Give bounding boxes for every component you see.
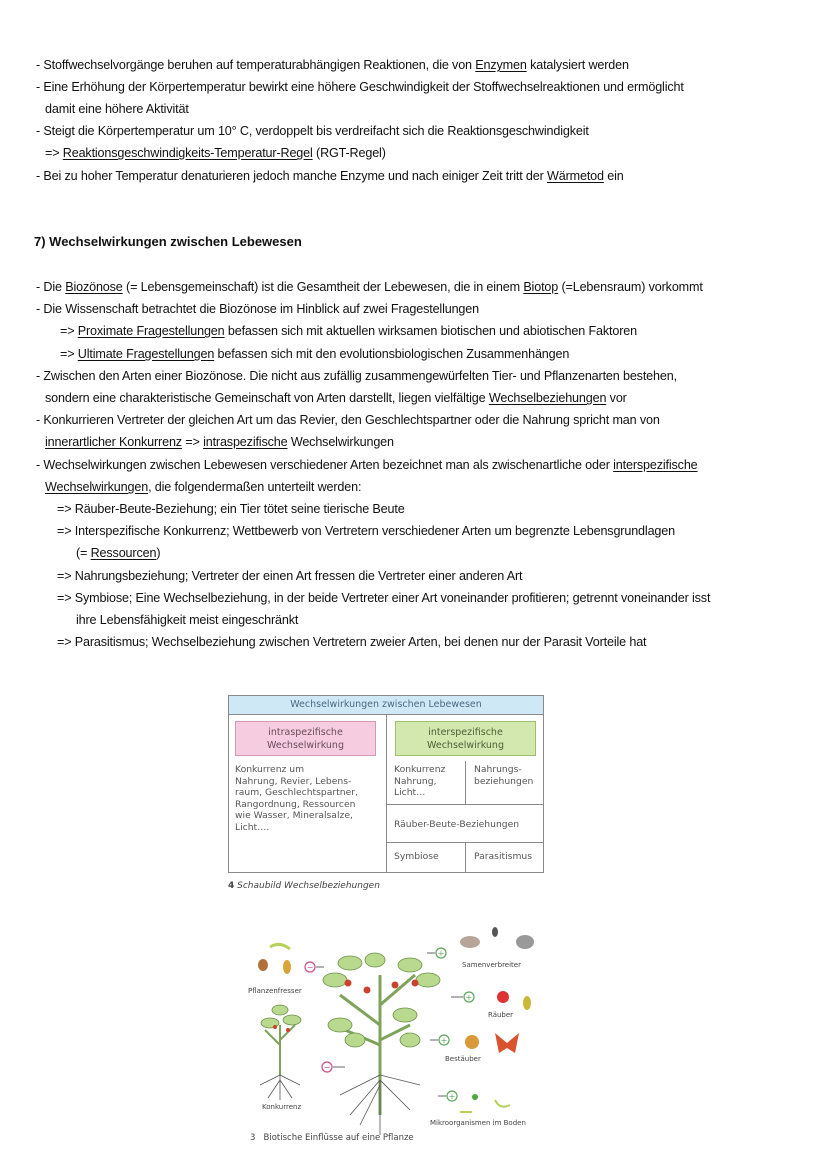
text-segment: => [60,324,78,338]
cell-raeuber: Räuber-Beute-Beziehungen [394,819,520,830]
label-samenverbreiter: Samenverbreiter [462,961,521,969]
svg-text:−: − [306,963,314,972]
text-segment: katalysiert werden [526,58,629,72]
underlined-term: Biotop [523,280,559,294]
plant-figure [240,915,550,1150]
text-line [57,590,710,606]
text-segment: - Konkurrieren Vertreter der gleichen Art um das Revier, den Geschlechtspartner oder die Nahrung spricht man von [36,413,660,427]
text-line [76,545,160,561]
underlined-term: Enzymen [475,58,527,72]
cell-parasitismus: Parasitismus [474,851,533,862]
text-segment: vor [606,391,627,405]
svg-text:−: − [323,1063,331,1072]
text-segment: => [45,146,63,160]
text-segment: - Bei zu hoher Temperatur denaturieren jedoch manche Enzyme und nach einiger Zeit tritt der [36,169,547,183]
text-segment: sondern eine charakteristische Gemeinschaft von Arten darstellt, liegen vielfältige [45,391,489,405]
text-line [36,57,629,73]
text-line [36,168,624,184]
text-line [57,568,522,584]
label-bestaeuber: Bestäuber [445,1055,481,1063]
text-segment: ein [603,169,624,183]
text-line [36,301,479,317]
text-line [60,323,637,339]
label-mikroorganismen: Mikroorganismen im Boden [430,1119,526,1127]
svg-text:+: + [465,993,473,1002]
diagram-title: Wechselwirkungen zwischen Lebewesen [229,696,543,715]
text-segment: - Wechselwirkungen zwischen Lebewesen verschiedener Arten bezeichnet man als zwischenartliche oder [36,458,614,472]
text-line [57,523,675,539]
underlined-term: Proximate Fragestellungen [77,324,225,338]
svg-text:+: + [437,949,445,958]
text-segment: => Symbiose; Eine Wechselbeziehung, in der beide Vertreter einer Art voneinander profitieren; getrennt voneinander isst [57,591,711,605]
cell-symbiose: Symbiose [394,851,439,862]
divider [386,804,543,805]
intraspecific-box: intraspezifische Wechselwirkung [235,721,376,756]
cell-konkurrenz: Konkurrenz Nahrung, Licht… [394,764,446,798]
text-segment: ihre Lebensfähigkeit meist eingeschränkt [76,613,299,627]
text-segment: => [60,347,78,361]
underlined-term: Wechselbeziehungen [488,391,607,405]
text-segment: => [181,435,204,449]
interspecific-box: interspezifische Wechselwirkung [395,721,536,756]
text-line [36,123,589,139]
underlined-term: interspezifische [613,458,698,472]
underlined-term: innerartlicher Konkurrenz [45,435,182,449]
svg-text:+: + [440,1036,448,1045]
text-line [45,390,627,406]
text-line [45,434,394,450]
text-segment: => Parasitismus; Wechselbeziehung zwischen Vertretern zweier Arten, bei denen nur der Parasit Vorteile hat [57,635,647,649]
text-segment: Wechselwirkungen [287,435,394,449]
text-line [36,279,703,295]
text-line [45,101,189,117]
underlined-term: Wärmetod [547,169,604,183]
text-line [36,368,677,384]
text-segment: => Räuber-Beute-Beziehung; ein Tier tötet seine tierische Beute [57,502,405,516]
text-segment: (= [76,546,91,560]
caption-text: Schaubild Wechselbeziehungen [237,881,380,891]
text-line [57,634,646,650]
underlined-term: Wechselwirkungen [45,480,149,494]
divider [465,761,466,805]
text-line [45,479,361,495]
diagram-caption [228,881,380,891]
caption-number: 4 [228,881,235,891]
underlined-term: Reaktionsgeschwindigkeits-Temperatur-Regel [62,146,313,160]
text-segment: damit eine höhere Aktivität [45,102,189,116]
text-segment: , die folgendermaßen unterteilt werden: [148,480,362,494]
caption-number: 3 [250,1133,256,1143]
text-segment: - Zwischen den Arten einer Biozönose. Die nicht aus zufällig zusammengewürfelten Tier- und Pflanzenarten bestehen, [36,369,677,383]
underlined-term: Ressourcen [90,546,157,560]
label-pflanzenfresser: Pflanzenfresser [248,987,302,995]
text-line [57,501,405,517]
underlined-term: intraspezifische [203,435,288,449]
text-segment: - Die Wissenschaft betrachtet die Biozönose im Hinblick auf zwei Fragestellungen [36,302,479,316]
text-line [36,79,684,95]
caption-text: Biotische Einflüsse auf eine Pflanze [263,1133,414,1143]
text-line [36,457,698,473]
label-konkurrenz: Konkurrenz [262,1103,302,1111]
text-line [36,412,660,428]
interactions-diagram [228,695,544,873]
text-segment: => Interspezifische Konkurrenz; Wettbewerb von Vertretern verschiedener Arten um begrenzte Lebensgrundlagen [57,524,675,538]
label-raeuber: Räuber [488,1011,514,1019]
divider [465,842,466,872]
section-heading: 7) Wechselwirkungen zwischen Lebewesen [34,234,302,249]
text-line [76,612,298,628]
text-segment: - Steigt die Körpertemperatur um 10° C, verdoppelt bis verdreifacht sich die Reaktionsgeschwindigkeit [36,124,589,138]
text-segment: (RGT-Regel) [312,146,386,160]
text-segment: (= Lebensgemeinschaft) ist die Gesamtheit der Lebewesen, die in einem [122,280,524,294]
svg-text:+: + [448,1092,456,1101]
text-segment: - Eine Erhöhung der Körpertemperatur bewirkt eine höhere Geschwindigkeit der Stoffwechselreaktionen und ermöglicht [36,80,684,94]
text-segment: befassen sich mit den evolutionsbiologischen Zusammenhängen [214,347,570,361]
text-segment: befassen sich mit aktuellen wirksamen biotischen und abiotischen Faktoren [224,324,637,338]
text-segment: - Stoffwechselvorgänge beruhen auf temperaturabhängigen Reaktionen, die von [36,58,476,72]
divider [386,714,387,872]
text-segment: ) [156,546,161,560]
text-segment: - Die [36,280,66,294]
figure-caption [250,1133,414,1143]
text-line [45,145,386,161]
intraspecific-text: Konkurrenz um Nahrung, Revier, Lebens- raum, Geschlechtspartner, Rangordnung, Ressourcen wie Wasser, Mineralsalze, Licht…. [235,764,358,833]
cell-nahrung: Nahrungs- beziehungen [474,764,534,787]
underlined-term: Biozönose [65,280,123,294]
text-segment: (=Lebensraum) vorkommt [558,280,703,294]
text-segment: => Nahrungsbeziehung; Vertreter der einen Art fressen die Vertreter einer anderen Art [57,569,523,583]
underlined-term: Ultimate Fragestellungen [77,347,215,361]
text-line [60,346,569,362]
plant-illustration [240,915,550,1150]
